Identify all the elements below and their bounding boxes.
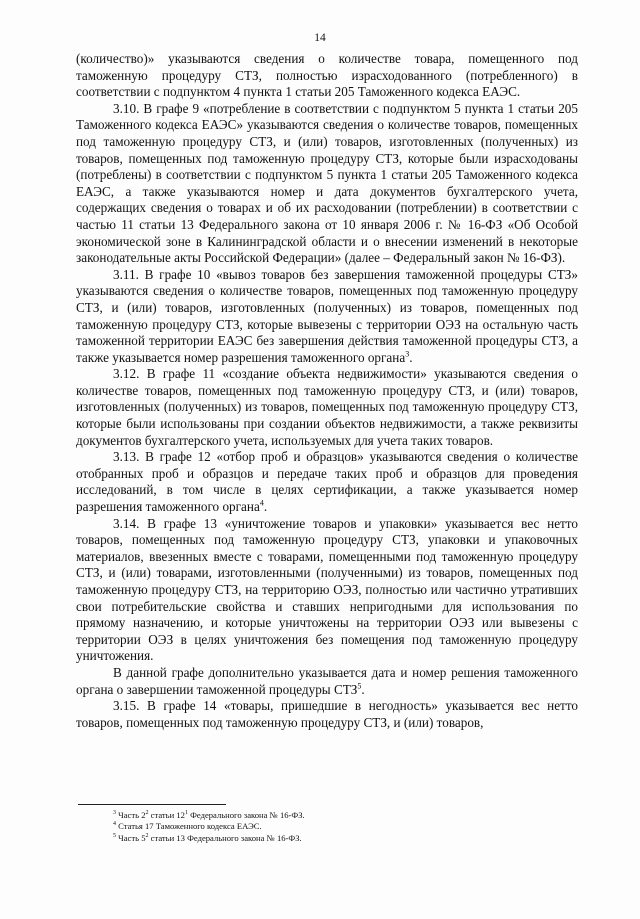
paragraph-text: 3.14. В графе 13 «уничтожение товаров и упаковки» указывается вес нетто товаров, помещенных под таможенную процедуру СТЗ, упаковки и упаковочных материалов, ввезенных вместе с товарами, помещенными под таможенную процедуру СТЗ, и (или) товарами, изготовленными (полученными) из товаров, помещенных под таможенную процедуру СТЗ, на территорию ОЭЗ, полностью или частично утративших свои потребительские свойства и ставших непригодными для использования по прямому назначению, и которые уничтожены на территории ОЭЗ или вывезены с территории ОЭЗ в целях уничтожения без помещения под таможенную процедуру уничтожения. <box>76 515 578 664</box>
footnote-separator <box>78 804 226 805</box>
footnote-mark: 4 <box>113 821 116 828</box>
paragraph-3-12 <box>76 366 578 449</box>
footnote-text: Часть 2 <box>118 810 146 820</box>
body-text <box>76 51 578 731</box>
paragraph-text: 3.15. В графе 14 «товары, пришедшие в негодность» указывается вес нетто товаров, помещенных под таможенную процедуру СТЗ, и (или) товаров, <box>76 698 578 730</box>
footnote-ref: 5 <box>357 681 362 691</box>
paragraph-3-11 <box>76 267 578 367</box>
paragraph-text: 3.10. В графе 9 «потребление в соответствии с подпунктом 5 пункта 1 статьи 205 Таможенного кодекса ЕАЭС» указываются сведения о количестве товаров, помещенных под таможенную процедуру СТЗ, и (или) товаров, изготовленных (полученных) из товаров, помещенных под таможенную процедуру СТЗ, которые были израсходованы (потреблены) в соответствии с подпунктом 5 пункта 1 статьи 205 Таможенного кодекса ЕАЭС, а также указываются номер и дата документов бухгалтерского учета, содержащих сведения о товарах и об их расходовании (потреблении) в соответствии с частью 11 статьи 13 Федерального закона от 10 января 2006 г. № 16-ФЗ «Об Особой экономической зоне в Калининградской области и о внесении изменений в некоторые законодательные акты Российской Федерации» (далее – Федеральный закон № 16-ФЗ). <box>76 100 578 266</box>
paragraph-3-14 <box>76 516 578 665</box>
footnote-4 <box>113 821 573 832</box>
footnote-ref: 3 <box>405 349 410 359</box>
footnote-ref: 4 <box>259 498 264 508</box>
footnote-5 <box>113 833 573 844</box>
footnote-text: Часть 5 <box>118 832 146 843</box>
paragraph-tail: . <box>361 681 365 697</box>
footnotes <box>113 810 573 844</box>
paragraph-text: (количество)» указываются сведения о количестве товара, помещенного под таможенную процедуру СТЗ, полностью израсходованного (потребленного) в соответствии с подпунктом 4 пункта 1 статьи 205 Таможенного кодекса ЕАЭС. <box>76 51 578 100</box>
paragraph-3-14-addendum <box>76 665 578 698</box>
footnote-sup: 2 <box>145 832 149 839</box>
paragraph-text: 3.13. В графе 12 «отбор проб и образцов» указываются сведения о количестве отобранных проб и образцов и передаче таких проб и образцов для проведения исследований, в том числе в целях сертификации, а также указывается номер разрешения таможенного органа <box>76 449 578 515</box>
footnote-sup: 2 <box>145 810 149 817</box>
footnote-mark: 5 <box>113 832 116 839</box>
footnote-mark: 3 <box>113 810 116 817</box>
page-number: 14 <box>314 32 326 44</box>
paragraph-tail: . <box>263 499 268 515</box>
paragraph-text: 3.11. В графе 10 «вывоз товаров без завершения таможенной процедуры СТЗ» указываются сведения о количестве товаров, помещенных под таможенную процедуру СТЗ, и (или) товаров, изготовленных (полученных) из товаров, помещенных под таможенную процедуру СТЗ, которые вывезены с территории ОЭЗ на остальную часть таможенной территории ЕАЭС без завершения действия таможенной процедуры СТЗ, а также указывается номер разрешения таможенного органа <box>76 266 578 365</box>
footnote-3 <box>113 810 573 821</box>
paragraph-tail: . <box>409 349 413 365</box>
footnote-text: статьи 13 Федерального закона № 16-ФЗ. <box>148 832 302 843</box>
paragraph-3-13 <box>76 449 578 515</box>
paragraph-text: В данной графе дополнительно указывается дата и номер решения таможенного органа о завершении таможенной процедуры СТЗ <box>76 664 578 697</box>
footnote-text: Статья 17 Таможенного кодекса ЕАЭС. <box>118 821 262 832</box>
footnote-text: статьи 12 <box>148 810 185 820</box>
footnote-text: Федерального закона № 16-ФЗ. <box>187 810 305 820</box>
paragraph-continuation <box>76 51 578 101</box>
paragraph-text: 3.12. В графе 11 «создание объекта недвижимости» указываются сведения о количестве товаров, помещенных под таможенную процедуру СТЗ, и (или) товаров, изготовленных (полученных) из товаров, помещенных под таможенную процедуру СТЗ, которые были использованы при создании объектов недвижимости, а также реквизиты документов бухгалтерского учета, используемых для учета таких товаров. <box>76 366 578 448</box>
footnote-sup: 1 <box>184 810 188 817</box>
paragraph-3-15 <box>76 698 578 731</box>
paragraph-3-10 <box>76 101 578 267</box>
